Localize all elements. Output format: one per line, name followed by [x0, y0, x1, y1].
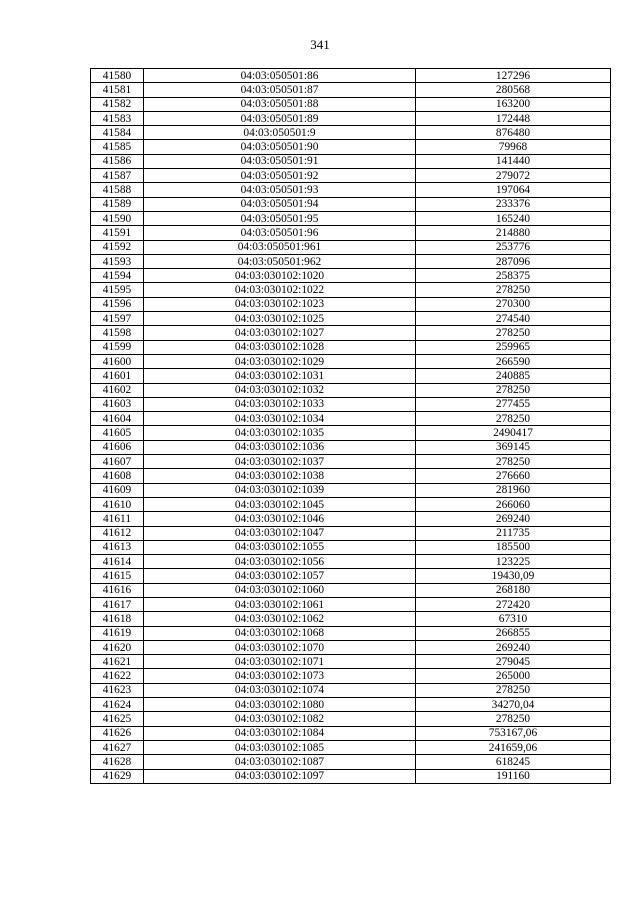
value-cell: 127296: [416, 69, 611, 83]
value-cell: 369145: [416, 440, 611, 454]
table-row: [91, 283, 611, 297]
value-cell: 79968: [416, 140, 611, 154]
cadastral-number-cell: 04:03:050501:91: [144, 154, 416, 168]
row-number-cell: 41593: [91, 254, 144, 268]
row-number-cell: 41617: [91, 597, 144, 611]
value-cell: 269240: [416, 640, 611, 654]
cadastral-number-cell: 04:03:050501:95: [144, 211, 416, 225]
value-cell: 278250: [416, 412, 611, 426]
value-cell: 2490417: [416, 426, 611, 440]
page-number: 341: [310, 37, 330, 52]
cadastral-number-cell: 04:03:050501:89: [144, 111, 416, 125]
table-row: [91, 740, 611, 754]
cadastral-number-cell: 04:03:030102:1070: [144, 640, 416, 654]
table-row: [91, 440, 611, 454]
row-number-cell: 41600: [91, 354, 144, 368]
value-cell: 123225: [416, 555, 611, 569]
cadastral-number-cell: 04:03:030102:1037: [144, 455, 416, 469]
value-cell: 241659,06: [416, 740, 611, 754]
table-row: [91, 555, 611, 569]
row-number-cell: 41627: [91, 740, 144, 754]
value-cell: 278250: [416, 683, 611, 697]
cadastral-number-cell: 04:03:030102:1035: [144, 426, 416, 440]
row-number-cell: 41594: [91, 269, 144, 283]
cadastral-number-cell: 04:03:030102:1061: [144, 597, 416, 611]
table-row: [91, 669, 611, 683]
row-number-cell: 41623: [91, 683, 144, 697]
table-row: [91, 326, 611, 340]
cadastral-number-cell: 04:03:030102:1036: [144, 440, 416, 454]
value-cell: 278250: [416, 283, 611, 297]
row-number-cell: 41581: [91, 83, 144, 97]
value-cell: 185500: [416, 540, 611, 554]
row-number-cell: 41591: [91, 226, 144, 240]
cadastral-number-cell: 04:03:030102:1080: [144, 698, 416, 712]
value-cell: 34270,04: [416, 698, 611, 712]
row-number-cell: 41622: [91, 669, 144, 683]
row-number-cell: 41611: [91, 512, 144, 526]
table-row: [91, 655, 611, 669]
value-cell: 19430,09: [416, 569, 611, 583]
cadastral-number-cell: 04:03:030102:1097: [144, 769, 416, 783]
cadastral-number-cell: 04:03:050501:962: [144, 254, 416, 268]
cadastral-number-cell: 04:03:050501:88: [144, 97, 416, 111]
value-cell: 618245: [416, 755, 611, 769]
cadastral-number-cell: 04:03:030102:1060: [144, 583, 416, 597]
row-number-cell: 41583: [91, 111, 144, 125]
cadastral-number-cell: 04:03:030102:1032: [144, 383, 416, 397]
value-cell: 278250: [416, 383, 611, 397]
table-row: [91, 712, 611, 726]
cadastral-number-cell: 04:03:030102:1056: [144, 555, 416, 569]
value-cell: 268180: [416, 583, 611, 597]
cadastral-number-cell: 04:03:030102:1057: [144, 569, 416, 583]
table-row: [91, 512, 611, 526]
cadastral-number-cell: 04:03:030102:1029: [144, 354, 416, 368]
table-row: [91, 154, 611, 168]
table-row: [91, 597, 611, 611]
row-number-cell: 41597: [91, 312, 144, 326]
cadastral-number-cell: 04:03:030102:1068: [144, 626, 416, 640]
table-row: [91, 369, 611, 383]
value-cell: 163200: [416, 97, 611, 111]
value-cell: 753167,06: [416, 726, 611, 740]
table-row: [91, 69, 611, 83]
value-cell: 277455: [416, 397, 611, 411]
table-row: [91, 126, 611, 140]
table-row: [91, 569, 611, 583]
value-cell: 279072: [416, 169, 611, 183]
cadastral-number-cell: 04:03:030102:1045: [144, 497, 416, 511]
table-row: [91, 755, 611, 769]
row-number-cell: 41603: [91, 397, 144, 411]
row-number-cell: 41580: [91, 69, 144, 83]
table-row: [91, 197, 611, 211]
value-cell: 172448: [416, 111, 611, 125]
table-row: [91, 340, 611, 354]
cadastral-number-cell: 04:03:030102:1028: [144, 340, 416, 354]
value-cell: 266855: [416, 626, 611, 640]
cadastral-number-cell: 04:03:050501:93: [144, 183, 416, 197]
table-row: [91, 612, 611, 626]
value-cell: 876480: [416, 126, 611, 140]
table-row: [91, 483, 611, 497]
value-cell: 274540: [416, 312, 611, 326]
table-row: [91, 397, 611, 411]
row-number-cell: 41618: [91, 612, 144, 626]
table-row: [91, 698, 611, 712]
cadastral-number-cell: 04:03:030102:1046: [144, 512, 416, 526]
row-number-cell: 41615: [91, 569, 144, 583]
table-row: [91, 383, 611, 397]
table-row: [91, 297, 611, 311]
row-number-cell: 41595: [91, 283, 144, 297]
cadastral-number-cell: 04:03:030102:1071: [144, 655, 416, 669]
cadastral-number-cell: 04:03:050501:92: [144, 169, 416, 183]
row-number-cell: 41602: [91, 383, 144, 397]
row-number-cell: 41606: [91, 440, 144, 454]
value-cell: 269240: [416, 512, 611, 526]
row-number-cell: 41609: [91, 483, 144, 497]
row-number-cell: 41584: [91, 126, 144, 140]
table-row: [91, 640, 611, 654]
value-cell: 279045: [416, 655, 611, 669]
table-row: [91, 626, 611, 640]
cadastral-number-cell: 04:03:030102:1062: [144, 612, 416, 626]
value-cell: 258375: [416, 269, 611, 283]
row-number-cell: 41619: [91, 626, 144, 640]
value-cell: 276660: [416, 469, 611, 483]
row-number-cell: 41588: [91, 183, 144, 197]
table-row: [91, 169, 611, 183]
table-row: [91, 426, 611, 440]
value-cell: 214880: [416, 226, 611, 240]
row-number-cell: 41607: [91, 455, 144, 469]
row-number-cell: 41610: [91, 497, 144, 511]
value-cell: 197064: [416, 183, 611, 197]
row-number-cell: 41612: [91, 526, 144, 540]
table-row: [91, 97, 611, 111]
value-cell: 240885: [416, 369, 611, 383]
value-cell: 265000: [416, 669, 611, 683]
cadastral-number-cell: 04:03:030102:1020: [144, 269, 416, 283]
row-number-cell: 41599: [91, 340, 144, 354]
row-number-cell: 41596: [91, 297, 144, 311]
table-row: [91, 769, 611, 783]
cadastral-number-cell: 04:03:050501:9: [144, 126, 416, 140]
table-row: [91, 140, 611, 154]
table-row: [91, 683, 611, 697]
value-cell: 67310: [416, 612, 611, 626]
row-number-cell: 41614: [91, 555, 144, 569]
value-cell: 211735: [416, 526, 611, 540]
value-cell: 259965: [416, 340, 611, 354]
table-row: [91, 183, 611, 197]
table-row: [91, 211, 611, 225]
value-cell: 266060: [416, 497, 611, 511]
cadastral-number-cell: 04:03:030102:1084: [144, 726, 416, 740]
row-number-cell: 41624: [91, 698, 144, 712]
value-cell: 278250: [416, 326, 611, 340]
table-row: [91, 240, 611, 254]
cadastral-number-cell: 04:03:050501:86: [144, 69, 416, 83]
table-row: [91, 312, 611, 326]
cadastral-number-cell: 04:03:050501:961: [144, 240, 416, 254]
value-cell: 278250: [416, 712, 611, 726]
table-row: [91, 412, 611, 426]
value-cell: 280568: [416, 83, 611, 97]
cadastral-number-cell: 04:03:030102:1033: [144, 397, 416, 411]
table-row: [91, 726, 611, 740]
cadastral-number-cell: 04:03:030102:1073: [144, 669, 416, 683]
row-number-cell: 41613: [91, 540, 144, 554]
cadastral-number-cell: 04:03:030102:1087: [144, 755, 416, 769]
table-row: [91, 226, 611, 240]
cadastral-number-cell: 04:03:050501:96: [144, 226, 416, 240]
row-number-cell: 41605: [91, 426, 144, 440]
cadastral-number-cell: 04:03:030102:1038: [144, 469, 416, 483]
row-number-cell: 41620: [91, 640, 144, 654]
cadastral-number-cell: 04:03:050501:87: [144, 83, 416, 97]
value-cell: 266590: [416, 354, 611, 368]
row-number-cell: 41582: [91, 97, 144, 111]
value-cell: 272420: [416, 597, 611, 611]
cadastral-number-cell: 04:03:050501:94: [144, 197, 416, 211]
row-number-cell: 41608: [91, 469, 144, 483]
cadastral-number-cell: 04:03:030102:1055: [144, 540, 416, 554]
value-cell: 281960: [416, 483, 611, 497]
table-body: [91, 69, 611, 784]
row-number-cell: 41590: [91, 211, 144, 225]
row-number-cell: 41621: [91, 655, 144, 669]
value-cell: 278250: [416, 455, 611, 469]
row-number-cell: 41629: [91, 769, 144, 783]
row-number-cell: 41589: [91, 197, 144, 211]
row-number-cell: 41616: [91, 583, 144, 597]
cadastral-number-cell: 04:03:030102:1082: [144, 712, 416, 726]
cadastral-number-cell: 04:03:030102:1039: [144, 483, 416, 497]
cadastral-number-cell: 04:03:030102:1085: [144, 740, 416, 754]
row-number-cell: 41625: [91, 712, 144, 726]
value-cell: 141440: [416, 154, 611, 168]
value-cell: 270300: [416, 297, 611, 311]
cadastral-number-cell: 04:03:030102:1023: [144, 297, 416, 311]
cadastral-number-cell: 04:03:030102:1025: [144, 312, 416, 326]
table-row: [91, 254, 611, 268]
row-number-cell: 41628: [91, 755, 144, 769]
cadastral-number-cell: 04:03:050501:90: [144, 140, 416, 154]
row-number-cell: 41598: [91, 326, 144, 340]
table-row: [91, 83, 611, 97]
cadastral-number-cell: 04:03:030102:1047: [144, 526, 416, 540]
cadastral-number-cell: 04:03:030102:1022: [144, 283, 416, 297]
row-number-cell: 41604: [91, 412, 144, 426]
table-row: [91, 526, 611, 540]
cadastral-number-cell: 04:03:030102:1027: [144, 326, 416, 340]
value-cell: 233376: [416, 197, 611, 211]
cadastral-value-table: [90, 68, 611, 784]
value-cell: 165240: [416, 211, 611, 225]
cadastral-number-cell: 04:03:030102:1031: [144, 369, 416, 383]
table-row: [91, 583, 611, 597]
table-row: [91, 469, 611, 483]
value-cell: 253776: [416, 240, 611, 254]
cadastral-number-cell: 04:03:030102:1034: [144, 412, 416, 426]
row-number-cell: 41592: [91, 240, 144, 254]
value-cell: 287096: [416, 254, 611, 268]
table-row: [91, 540, 611, 554]
row-number-cell: 41585: [91, 140, 144, 154]
table-row: [91, 269, 611, 283]
row-number-cell: 41601: [91, 369, 144, 383]
table-row: [91, 111, 611, 125]
table-row: [91, 354, 611, 368]
row-number-cell: 41586: [91, 154, 144, 168]
row-number-cell: 41626: [91, 726, 144, 740]
value-cell: 191160: [416, 769, 611, 783]
cadastral-number-cell: 04:03:030102:1074: [144, 683, 416, 697]
table-row: [91, 497, 611, 511]
row-number-cell: 41587: [91, 169, 144, 183]
table-row: [91, 455, 611, 469]
